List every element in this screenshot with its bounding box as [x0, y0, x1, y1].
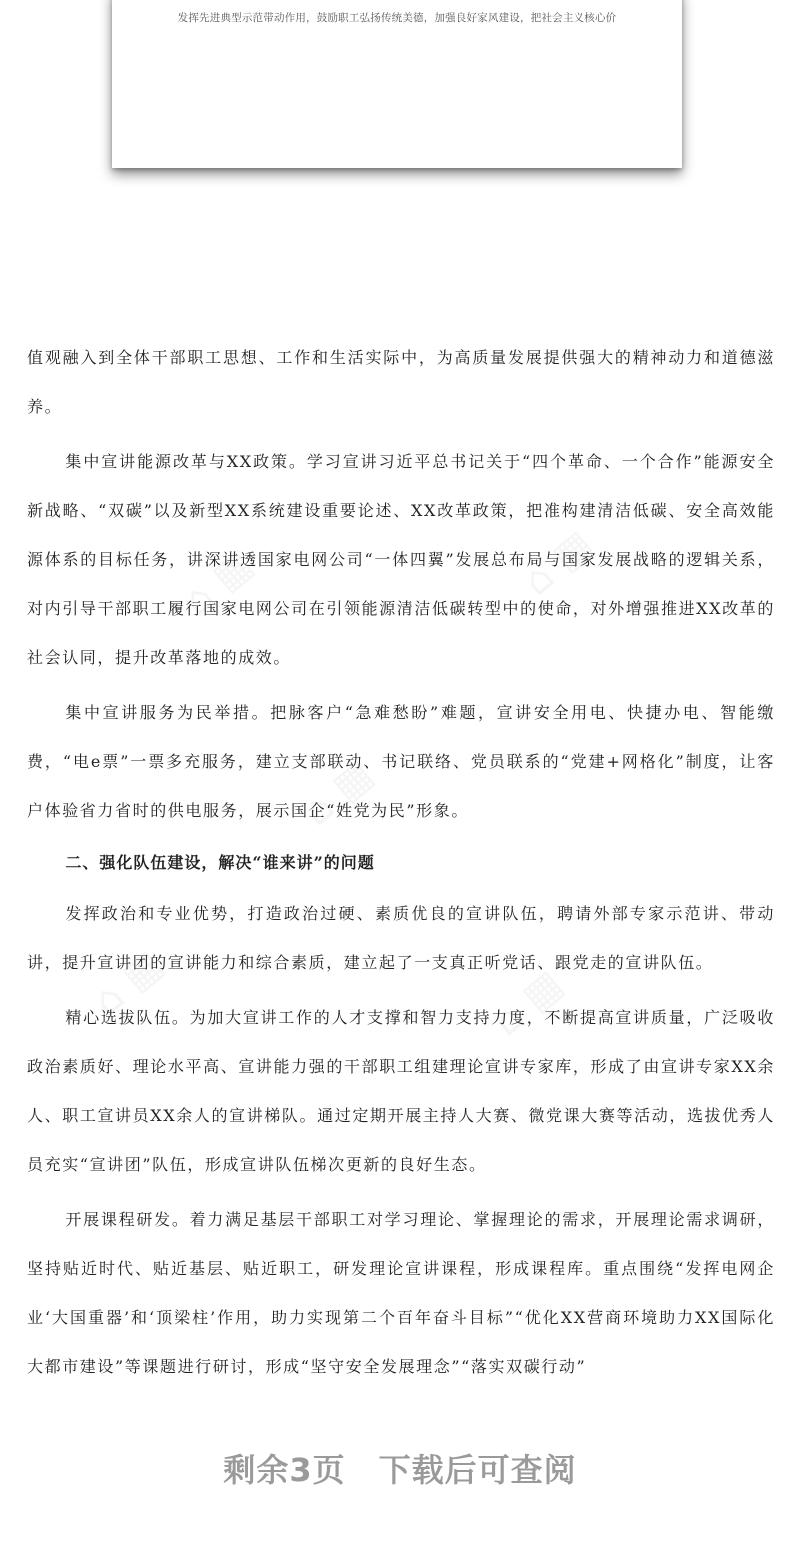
- remaining-pages-banner[interactable]: 剩余3页 下载后可查阅: [223, 1451, 577, 1489]
- paragraph: 发挥政治和专业优势，打造政治过硬、素质优良的宣讲队伍，聘请外部专家示范讲、带动讲，提升宣讲团的宣讲能力和综合素质，建立起了一支真正听党话、跟党走的宣讲队伍。: [27, 904, 775, 972]
- previous-page-text: 发挥先进典型示范带动作用，鼓励职工弘扬传统美德，加强良好家风建设，把社会主义核心价: [177, 12, 617, 24]
- paragraph: 值观融入到全体干部职工思想、工作和生活实际中，为高质量发展提供强大的精神动力和道德滋养。: [27, 348, 775, 416]
- document-body: [27, 333, 775, 1391]
- paragraph: 集中宣讲能源改革与XX政策。学习宣讲习近平总书记关于“四个革命、一个合作”能源安全新战略、“双碳”以及新型XX系统建设重要论述、XX改革政策，把准构建清洁低碳、安全高效能源体系的目标任务，讲深讲透国家电网公司“一体四翼”发展总布局与国家发展战略的逻辑关系，对内引导干部职工履行国家电网公司在引领能源清洁低碳转型中的使命，对外增强推进XX改革的社会认同，提升改革落地的成效。: [27, 452, 775, 667]
- paragraph: 精心选拔队伍。为加大宣讲工作的人才支撑和智力支持力度，不断提高宣讲质量，广泛吸收政治素质好、理论水平高、宣讲能力强的干部职工组建理论宣讲专家库，形成了由宣讲专家XX余人、职工宣讲员XX余人的宣讲梯队。通过定期开展主持人大赛、微党课大赛等活动，选拔优秀人员充实“宣讲团”队伍，形成宣讲队伍梯次更新的良好生态。: [27, 1008, 775, 1174]
- previous-page-card: [112, 0, 682, 168]
- paragraph: 集中宣讲服务为民举措。把脉客户“急难愁盼”难题，宣讲安全用电、快捷办电、智能缴费，“电e票”一票多充服务，建立支部联动、书记联络、党员联系的“党建+网格化”制度，让客户体验省力省时的供电服务，展示国企“姓党为民”形象。: [27, 703, 775, 820]
- paragraph: 开展课程研发。着力满足基层干部职工对学习理论、掌握理论的需求，开展理论需求调研，坚持贴近时代、贴近基层、贴近职工，研发理论宣讲课程，形成课程库。重点围绕“发挥电网企业‘大国重器’和‘顶梁柱’作用，助力实现第二个百年奋斗目标”“优化XX营商环境助力XX国际化大都市建设”等课题进行研讨，形成“坚守安全发展理念”“落实双碳行动”: [27, 1210, 775, 1376]
- section-heading: 二、强化队伍建设，解决“谁来讲”的问题: [65, 853, 375, 872]
